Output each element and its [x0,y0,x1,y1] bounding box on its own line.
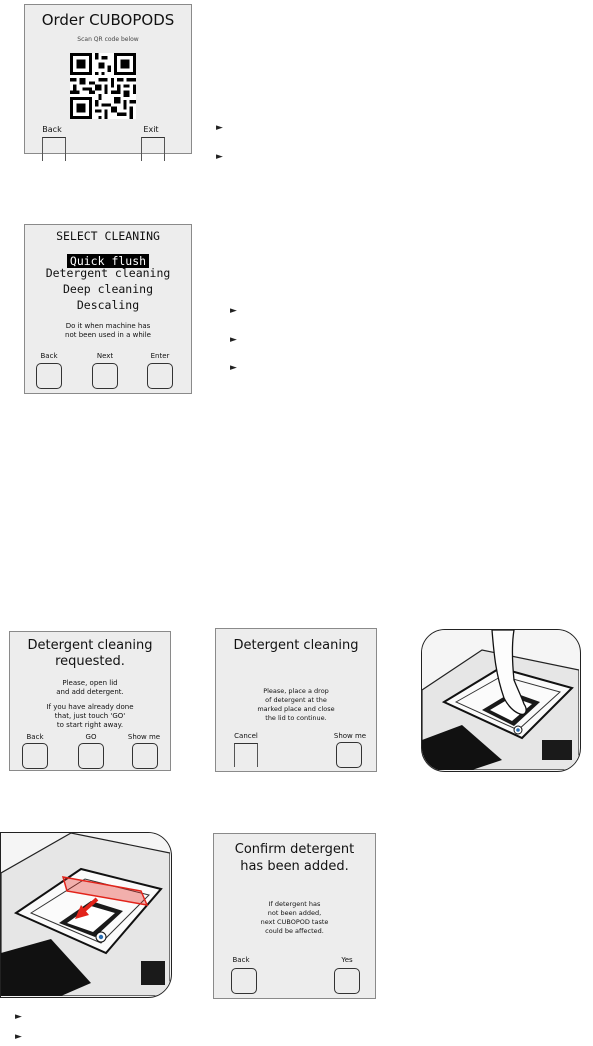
confirm-title-line1: Confirm detergent [234,842,355,857]
requested-body-line: If you have already done [46,703,134,711]
machine-top-illustration [422,630,579,770]
confirm-yes-button[interactable] [334,968,360,994]
requested-show-me-label: Show me [127,733,161,741]
place-body-line: Please, place a drop [263,687,329,695]
requested-go-button[interactable] [78,743,104,769]
confirm-back-label: Back [232,956,250,964]
qr-code-icon [70,53,136,119]
machine-lid-illustration [1,833,170,996]
place-show-me-label: Show me [333,732,367,740]
triangle-right-icon: ► [15,1012,22,1022]
triangle-right-icon: ► [230,363,237,373]
cleaning-option-quick-flush[interactable]: Quick flush [67,254,149,268]
triangle-right-icon: ► [15,1032,22,1042]
requested-back-label: Back [26,733,44,741]
order-exit-label: Exit [143,125,159,134]
requested-title-line1: Detergent cleaning [27,638,153,653]
detergent-requested-screen [9,631,171,771]
select-next-label: Next [96,352,114,360]
place-cancel-button[interactable] [234,743,258,767]
confirm-yes-label: Yes [341,956,353,964]
order-back-label: Back [42,125,62,134]
confirm-detergent-screen [213,833,376,999]
machine-photo-marked-place [0,832,172,998]
confirm-body-line: could be affected. [265,927,324,935]
select-cleaning-screen [24,224,192,394]
place-title: Detergent cleaning [233,638,359,653]
confirm-back-button[interactable] [231,968,257,994]
select-enter-button[interactable] [147,363,173,389]
order-screen-subtitle: Scan QR code below [77,36,139,43]
requested-body-line: to start right away. [56,721,124,729]
requested-back-button[interactable] [22,743,48,769]
requested-title-line2: requested. [55,654,125,669]
select-enter-label: Enter [150,352,170,360]
cleaning-option-descaling[interactable]: Descaling [76,298,140,312]
place-body-line: marked place and close [257,705,335,713]
requested-show-me-button[interactable] [132,743,158,769]
triangle-right-icon: ► [230,306,237,316]
triangle-right-icon: ► [230,335,237,345]
confirm-title-line2: has been added. [240,859,349,874]
order-exit-button[interactable] [141,137,165,161]
order-screen-title: Order CUBOPODS [41,11,175,29]
place-show-me-button[interactable] [336,742,362,768]
order-cubopods-screen [24,4,192,154]
order-back-button[interactable] [42,137,66,161]
confirm-body-line: not been added, [267,909,322,917]
place-cancel-label: Cancel [234,732,258,740]
requested-body-line: and add detergent. [56,688,124,696]
place-body-line: of detergent at the [265,696,327,704]
detergent-place-screen [215,628,377,772]
select-back-label: Back [40,352,58,360]
select-hint-line2: not been used in a while [65,331,151,339]
triangle-right-icon: ► [216,152,223,162]
triangle-right-icon: ► [216,123,223,133]
confirm-body-line: If detergent has [268,900,321,908]
machine-photo-finger [421,629,581,772]
cleaning-option-detergent[interactable]: Detergent cleaning [45,266,171,280]
select-hint-line1: Do it when machine has [65,322,151,330]
confirm-body-line: next CUBOPOD taste [260,918,329,926]
cleaning-option-deep[interactable]: Deep cleaning [62,282,153,296]
select-next-button[interactable] [92,363,118,389]
select-back-button[interactable] [36,363,62,389]
requested-body-line: Please, open lid [62,679,118,687]
requested-body-line: that, just touch 'GO' [54,712,126,720]
requested-go-label: GO [85,733,97,741]
select-cleaning-title: SELECT CLEANING [56,229,160,243]
place-body-line: the lid to continue. [265,714,327,722]
